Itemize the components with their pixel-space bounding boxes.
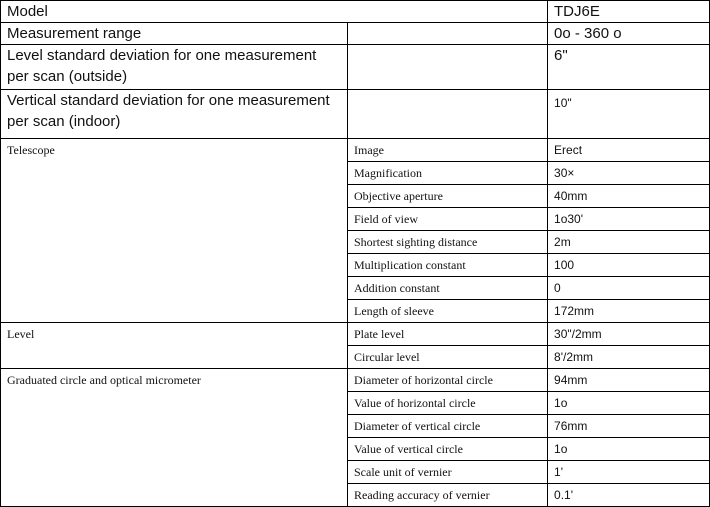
parameter-value: Erect	[548, 139, 710, 162]
parameter-value: 172mm	[548, 300, 710, 323]
parameter-value: 30"/2mm	[548, 323, 710, 346]
table-row	[1, 90, 710, 139]
parameter-value: 94mm	[548, 369, 710, 392]
table-row	[1, 23, 710, 45]
model-value: TDJ6E	[548, 1, 710, 23]
parameter-name: Shortest sighting distance	[348, 231, 548, 254]
parameter-value: 100	[548, 254, 710, 277]
parameter-name: Multiplication constant	[348, 254, 548, 277]
parameter-name: Value of vertical circle	[348, 438, 548, 461]
vertical-sd-value: 10"	[548, 90, 710, 139]
vertical-sd-label: Vertical standard deviation for one measurement per scan (indoor)	[1, 90, 348, 139]
table-row	[1, 139, 710, 162]
level-sd-label: Level standard deviation for one measurement per scan (outside)	[1, 45, 348, 90]
parameter-name: Reading accuracy of vernier	[348, 484, 548, 507]
parameter-value: 0	[548, 277, 710, 300]
parameter-name: Objective aperture	[348, 185, 548, 208]
parameter-name: Scale unit of vernier	[348, 461, 548, 484]
parameter-value: 1'	[548, 461, 710, 484]
parameter-name: Value of horizontal circle	[348, 392, 548, 415]
model-label: Model	[1, 1, 548, 23]
parameter-name: Image	[348, 139, 548, 162]
parameter-name: Length of sleeve	[348, 300, 548, 323]
parameter-name: Diameter of horizontal circle	[348, 369, 548, 392]
table-row	[1, 45, 710, 90]
parameter-value: 8'/2mm	[548, 346, 710, 369]
parameter-name: Circular level	[348, 346, 548, 369]
measurement-range-label: Measurement range	[1, 23, 348, 45]
level-sd-value: 6"	[548, 45, 710, 90]
parameter-value: 30×	[548, 162, 710, 185]
empty-cell	[348, 45, 548, 90]
parameter-name: Addition constant	[348, 277, 548, 300]
table-row	[1, 369, 710, 392]
table-row	[1, 323, 710, 346]
parameter-name: Field of view	[348, 208, 548, 231]
group-label: Telescope	[1, 139, 348, 323]
group-label: Graduated circle and optical micrometer	[1, 369, 348, 507]
empty-cell	[348, 23, 548, 45]
measurement-range-value: 0o - 360 o	[548, 23, 710, 45]
empty-cell	[348, 90, 548, 139]
parameter-value: 1o	[548, 392, 710, 415]
parameter-value: 40mm	[548, 185, 710, 208]
parameter-value: 0.1'	[548, 484, 710, 507]
grouped-rows	[1, 139, 710, 507]
parameter-value: 76mm	[548, 415, 710, 438]
parameter-name: Diameter of vertical circle	[348, 415, 548, 438]
group-label: Level	[1, 323, 348, 369]
parameter-name: Magnification	[348, 162, 548, 185]
table-row	[1, 1, 710, 23]
parameter-value: 1o30'	[548, 208, 710, 231]
parameter-value: 1o	[548, 438, 710, 461]
parameter-name: Plate level	[348, 323, 548, 346]
parameter-value: 2m	[548, 231, 710, 254]
